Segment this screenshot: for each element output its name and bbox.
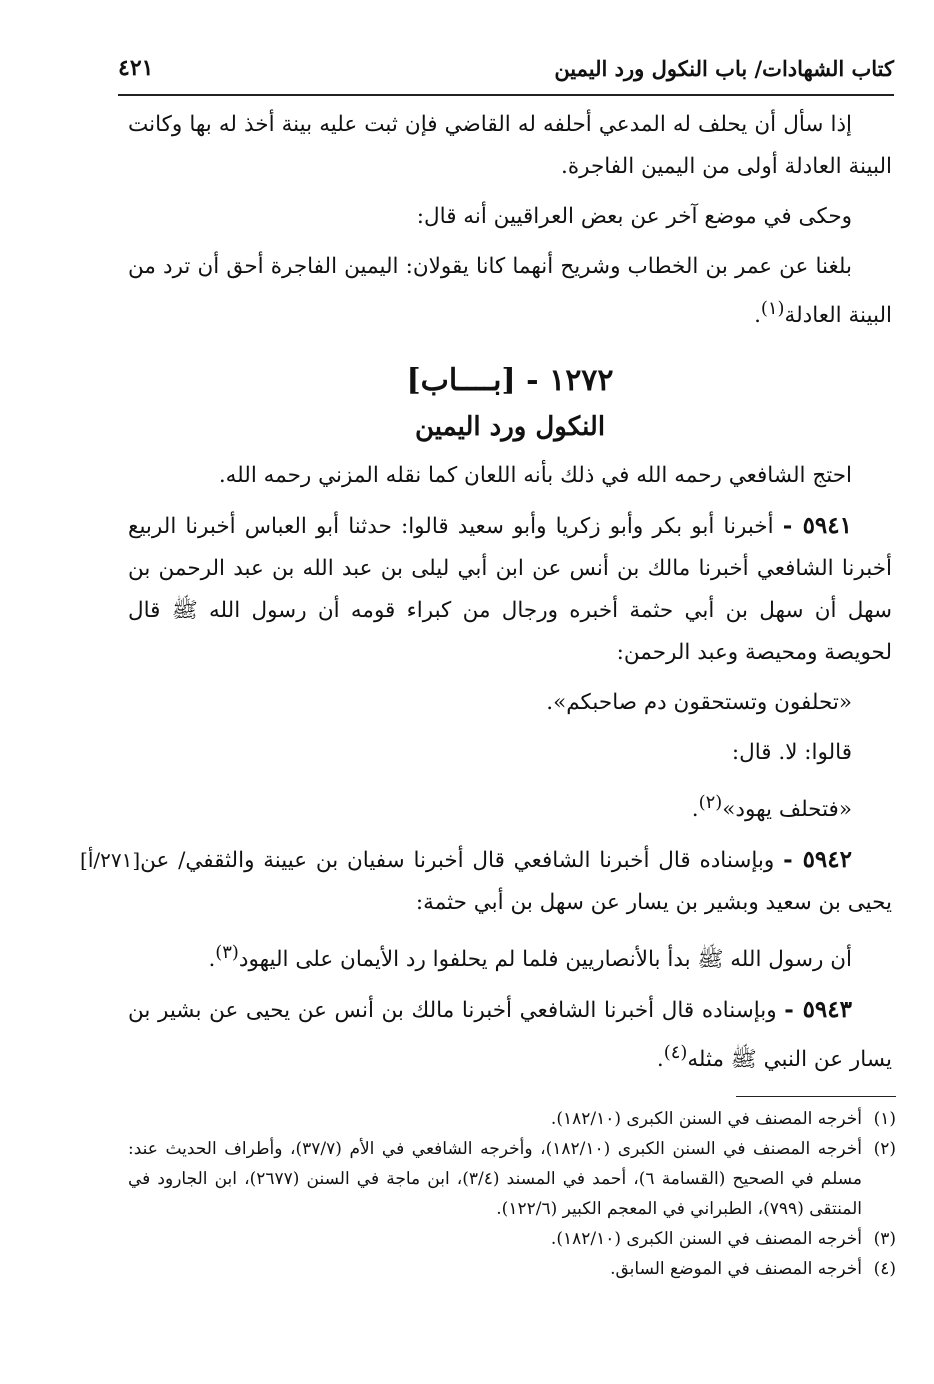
hadith-5942 <box>80 839 892 924</box>
hadith-number: ٥٩٤٣ - <box>784 996 852 1024</box>
quote-1: «تحلفون وتستحقون دم صاحبكم». <box>546 690 852 716</box>
footnote-4 <box>128 1254 896 1284</box>
footnote-ref-4: (٤) <box>663 1042 688 1064</box>
paragraph-3-text: بلغنا عن عمر بن الخطاب وشريح أنهما كانا يقولان: اليمين الفاجرة أحق أن ترد من البينة العادلة <box>128 254 892 329</box>
footnote-ref-2: (٢) <box>698 792 723 814</box>
paragraph-5-end: . <box>208 947 216 973</box>
chapter-title: ١٢٧٢ - [بــــاب] <box>406 363 614 399</box>
hadith-text: وبإسناده قال أخبرنا الشافعي أخبرنا مالك بن أنس عن يحيى عن بشير بن يسار عن النبي ﷺ مثله <box>128 998 892 1073</box>
footnote-mark: (٣) <box>873 1229 896 1249</box>
footnote-3 <box>128 1224 896 1254</box>
footnote-1 <box>128 1104 896 1134</box>
footnote-text: أخرجه المصنف في الموضع السابق. <box>610 1259 862 1279</box>
quote-3-end: . <box>691 797 699 823</box>
footnote-mark: (٤) <box>873 1259 896 1279</box>
hadith-number: ٥٩٤٢ - <box>783 846 852 874</box>
page-header <box>118 42 894 94</box>
paragraph-1: إذا سأل أن يحلف له المدعي أحلفه له القاضي فإن ثبت عليه بينة أخذ له بها وكانت البينة العادلة أولى من اليمين الفاجرة. <box>128 112 892 179</box>
header-rule <box>118 94 894 96</box>
footnote-ref-3: (٣) <box>215 942 239 964</box>
paragraph-4: احتج الشافعي رحمه الله في ذلك بأنه اللعان كما نقله المزني رحمه الله. <box>218 463 852 489</box>
paragraph-5 <box>128 932 892 981</box>
page-number: ٤٢١ <box>118 55 154 81</box>
chapter-subtitle: النكول ورد اليمين <box>414 412 606 443</box>
paragraph-2: وحكى في موضع آخر عن بعض العراقيين أنه قال: <box>416 204 852 229</box>
hadith-5943 <box>128 989 892 1081</box>
footnote-ref-1: (١) <box>760 298 785 319</box>
quote-2: قالوا: لا. قال: <box>731 740 852 766</box>
paragraph-5-text: أن رسول الله ﷺ بدأ بالأنصاريين فلما لم يحلفوا رد الأيمان على اليهود <box>238 947 852 973</box>
footnote-mark: (١) <box>873 1109 896 1129</box>
footnote-text: أخرجه المصنف في السنن الكبرى (١٨٢/١٠)، وأخرجه الشافعي في الأم (٣٧/٧)، وأطراف الحديث عند: مسلم في الصحيح (القسامة ٦)، أحمد في المسند (٣/٤)، ابن ماجة في السنن (٢٦٧٧)، ابن الجارود في المنتقى (٧٩٩)، الطبراني في المعجم الكبير (١٢٢/٦). <box>128 1139 863 1219</box>
footnote-text: أخرجه المصنف في السنن الكبرى (١٨٢/١٠). <box>550 1109 862 1129</box>
paragraph-3-end: . <box>754 303 761 329</box>
footnote-rule <box>736 1096 896 1097</box>
hadith-end: . <box>656 1047 664 1073</box>
hadith-number: ٥٩٤١ - <box>782 512 852 540</box>
main-text <box>80 104 892 1090</box>
footnote-2 <box>128 1134 896 1224</box>
paragraph-3 <box>128 246 892 337</box>
footnote-text: أخرجه المصنف في السنن الكبرى (١٨٢/١٠). <box>550 1229 862 1249</box>
hadith-text: أخبرنا أبو بكر وأبو زكريا وأبو سعيد قالوا: حدثنا أبو العباس أخبرنا الربيع أخبرنا الشافعي أخبرنا مالك بن أنس عن ابن أبي ليلى بن عبد الله بن عبد الرحمن بن سهل أن سهل بن أبي حثمة أخبره ورجال من كبراء قومه أن رسول الله ﷺ قال لحويصة ومحيصة وعبد الرحمن: <box>128 514 892 666</box>
footnotes <box>128 1104 896 1284</box>
hadith-5941 <box>128 505 892 674</box>
quote-3 <box>128 782 892 831</box>
folio-marker: [٢٧١/أ] <box>80 848 141 873</box>
footnote-mark: (٢) <box>873 1139 896 1159</box>
running-title: كتاب الشهادات/ باب النكول ورد اليمين <box>554 55 894 81</box>
quote-3-text: «فتحلف يهود» <box>722 797 852 823</box>
hadith-text: وبإسناده قال أخبرنا الشافعي قال أخبرنا سفيان بن عيينة والثقفي/ عن يحيى بن سعيد وبشير بن يسار عن سهل بن أبي حثمة: <box>140 848 892 916</box>
